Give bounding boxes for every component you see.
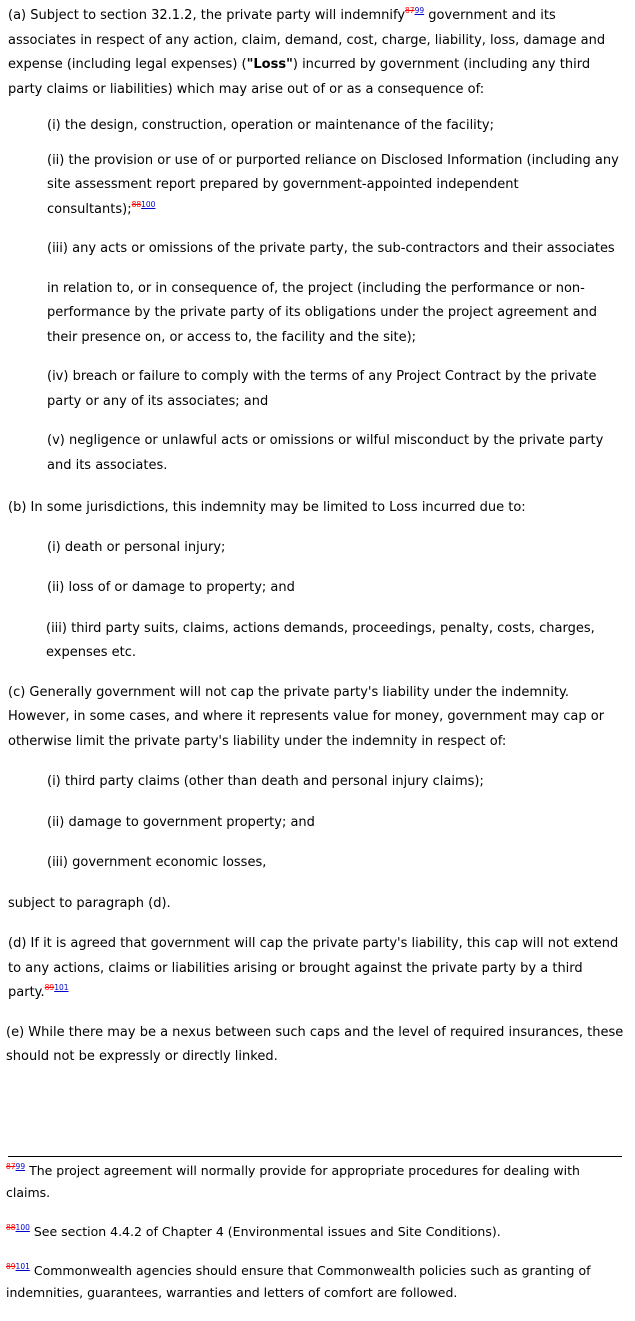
footnote-marker-100[interactable]: 88100: [6, 1223, 30, 1232]
footnote-marker-101[interactable]: 89101: [6, 1262, 30, 1271]
footnote-separator: [8, 1156, 622, 1157]
paragraph-a: (a) Subject to section 32.1.2, the private party will indemnify$^{8799}$ government and its associates in respect of any action, claim, demand, cost, charge, liability, loss, damage and expense (including legal expenses) ("Loss") incurred by government (including any third party claims or liabilities) which may arise out of or as a consequence of:: [8, 6, 606, 97]
paragraph-a-i: (i) the design, construction, operation or maintenance of the facility;: [47, 118, 494, 133]
paragraph-b-iii: (iii) third party suits, claims, actions demands, proceedings, penalty, costs, charges, expenses etc.: [46, 620, 595, 660]
paragraph-a-iv: (iv) breach or failure to comply with the terms of any Project Contract by the private party or any of its associates; and: [47, 369, 597, 409]
paragraph-b-ii: (ii) loss of or damage to property; and: [47, 580, 295, 595]
paragraph-a-iii: (iii) any acts or omissions of the private party, the sub-contractors and their associates: [47, 241, 615, 256]
paragraph-b-i: (i) death or personal injury;: [47, 539, 226, 555]
paragraph-d: (d) If it is agreed that government will cap the private party's liability, this cap will not extend to any actions, claims or liabilities arising or brought against the private party by a third party.$^{89101}$: [8, 936, 619, 1000]
paragraph-b: (b) In some jurisdictions, this indemnity may be limited to Loss incurred due to:: [8, 500, 526, 515]
footnote-ref-99[interactable]: 8799: [405, 6, 425, 15]
paragraph-a-ii: (ii) the provision or use of or purported reliance on Disclosed Information (including any site assessment report prepared by government-appointed independent consultants);$^{88100}$: [47, 152, 619, 217]
footnote-list: [6, 1160, 626, 1321]
footnote-ref-100[interactable]: 88100: [131, 199, 156, 209]
paragraph-c: (c) Generally government will not cap the private party's liability under the indemnity. However, in some cases, and where it represents value for money, government may cap or otherwise limit the private party's liability under the indemnity in respect of:: [8, 684, 605, 749]
document-body: [8, 4, 624, 1085]
paragraph-c-tail: subject to paragraph (d).: [8, 895, 171, 911]
footnote-ref-101[interactable]: 89101: [44, 983, 69, 992]
paragraph-a-iii-continued: in relation to, or in consequence of, the project (including the performance or non-performance by the private party of its obligations under the project agreement and their presence on, or access to, the facility and the site);: [47, 280, 598, 345]
footnote-99: $^{8799}$ The project agreement will normally provide for appropriate procedures for dealing with claims.: [6, 1162, 580, 1200]
footnote-101: $^{89101}$ Commonwealth agencies should ensure that Commonwealth policies such as granting of indemnities, guarantees, warranties and letters of comfort are followed.: [6, 1262, 591, 1300]
paragraph-c-i: (i) third party claims (other than death and personal injury claims);: [47, 774, 484, 789]
footnote-100: $^{88100}$ See section 4.4.2 of Chapter 4 (Environmental issues and Site Conditions).: [6, 1223, 501, 1239]
loss-definition: "Loss": [246, 57, 293, 72]
paragraph-c-ii: (ii) damage to government property; and: [47, 814, 315, 830]
paragraph-c-iii: (iii) government economic losses,: [47, 855, 267, 870]
paragraph-a-v: (v) negligence or unlawful acts or omissions or wilful misconduct by the private party and its associates.: [47, 433, 604, 473]
paragraph-e: (e) While there may be a nexus between such caps and the level of required insurances, these should not be expressly or directly linked.: [6, 1024, 624, 1064]
footnote-marker-99[interactable]: 8799: [6, 1162, 26, 1171]
